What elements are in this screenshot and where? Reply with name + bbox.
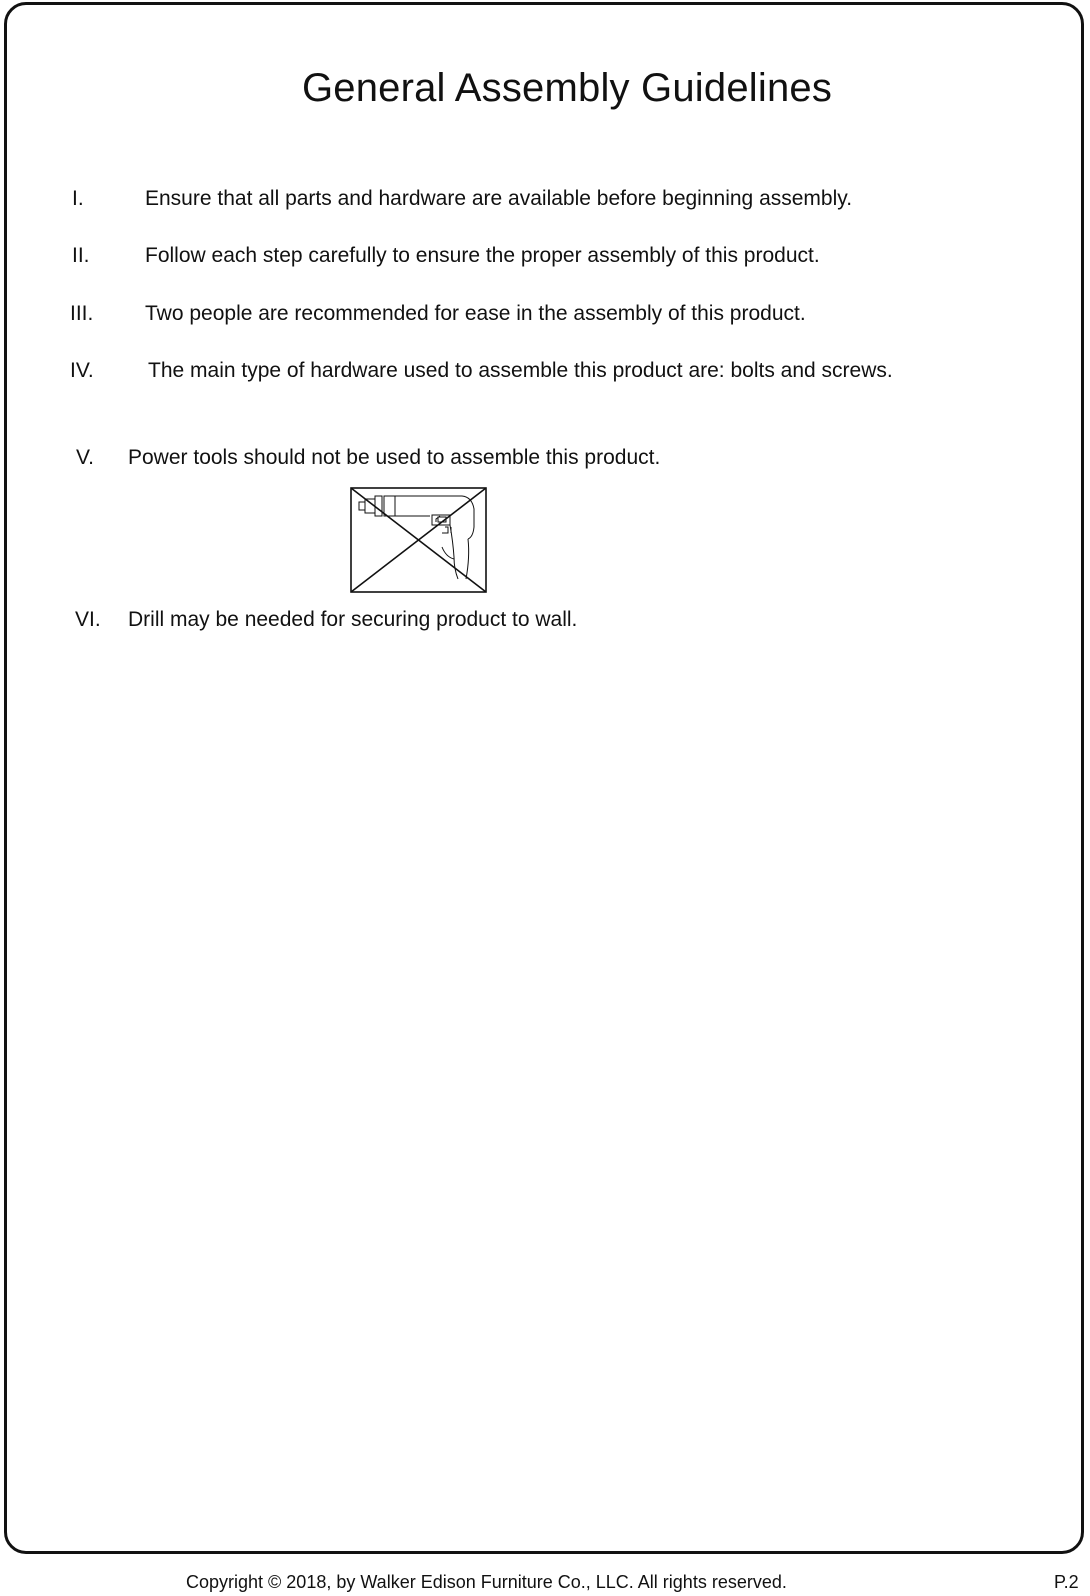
- no-power-drill-icon: [350, 487, 487, 593]
- guideline-numeral: IV.: [70, 359, 94, 382]
- guideline-numeral: VI.: [75, 608, 101, 631]
- page-title: General Assembly Guidelines: [301, 66, 833, 110]
- page-border: [4, 2, 1084, 1554]
- guideline-text: Ensure that all parts and hardware are available before beginning assembly.: [145, 187, 853, 210]
- page-number: P.2: [1054, 1572, 1079, 1592]
- guideline-text: Two people are recommended for ease in the assembly of this product.: [145, 302, 806, 325]
- guideline-numeral: III.: [70, 302, 94, 325]
- guideline-numeral: II.: [72, 244, 90, 267]
- guideline-text: Drill may be needed for securing product to wall.: [128, 608, 578, 631]
- copyright-notice: Copyright © 2018, by Walker Edison Furniture Co., LLC. All rights reserved.: [186, 1572, 787, 1592]
- guideline-numeral: I.: [72, 187, 84, 210]
- guideline-numeral: V.: [76, 446, 94, 469]
- guideline-text: The main type of hardware used to assemble this product are: bolts and screws.: [148, 359, 893, 382]
- guideline-text: Power tools should not be used to assemble this product.: [128, 446, 661, 469]
- guideline-text: Follow each step carefully to ensure the proper assembly of this product.: [145, 244, 820, 267]
